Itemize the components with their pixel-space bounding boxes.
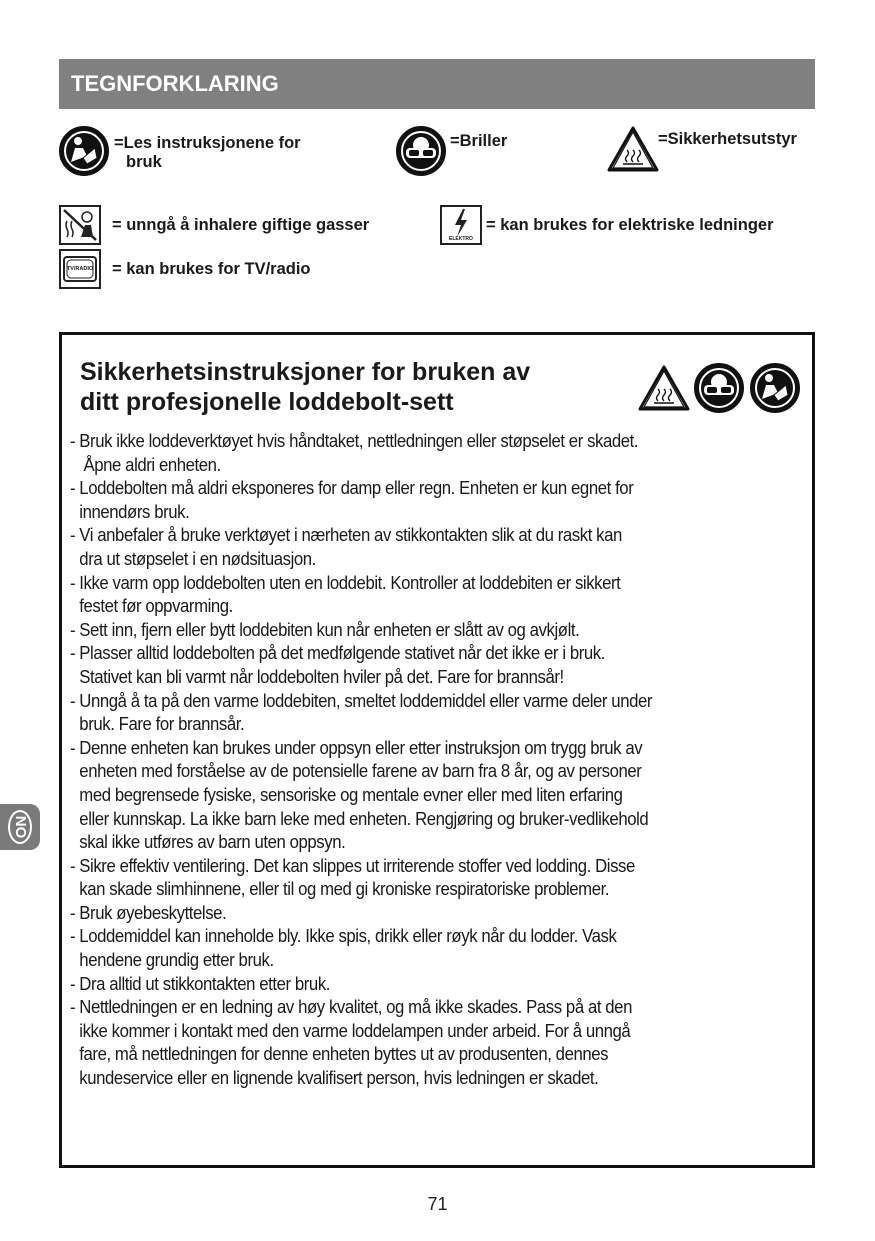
- rule-text: Vi anbefaler å bruke verktøyet i nærheten av stikkontakten slik at du raskt kan: [79, 525, 622, 546]
- rule-dash: -: [70, 997, 76, 1018]
- rule-text: Loddebolten må aldri eksponeres for damp eller regn. Enheten er kun egnet for: [79, 478, 634, 499]
- rule-text: eller kunnskap. La ikke barn leke med enheten. Rengjøring og bruker-vedlikehold: [79, 808, 649, 829]
- safety-rule-line: [70, 548, 814, 572]
- safety-title: [80, 357, 640, 417]
- rule-text: Sett inn, fjern eller bytt loddebiten kun når enheten er slått av og avkjølt.: [79, 619, 580, 640]
- rule-dash: [70, 666, 79, 690]
- safety-rule-line: [70, 878, 814, 902]
- legend-safety-equipment: =Sikkerhetsutstyr: [658, 130, 797, 148]
- safety-rule-line: [70, 902, 814, 926]
- rule-text: Bruk ikke loddeverktøyet hvis håndtaket, nettledningen eller støpselet er skadet.: [79, 431, 639, 451]
- read-instructions-icon: [750, 363, 800, 413]
- language-tab: [0, 804, 40, 850]
- safety-rule-line: [70, 808, 814, 832]
- legend-label: bruk: [126, 153, 162, 171]
- safety-rule-line: [70, 572, 814, 596]
- rule-dash: -: [70, 525, 76, 546]
- tv-radio-icon: [59, 249, 101, 289]
- legend-tv-radio: = kan brukes for TV/radio: [112, 260, 311, 278]
- safety-rule-line: [70, 454, 814, 478]
- rule-text: Plasser alltid loddebolten på det medfølgende stativet når det ikke er i bruk.: [79, 643, 605, 664]
- rule-dash: [70, 949, 79, 973]
- rule-text: Bruk øyebeskyttelse.: [79, 902, 227, 923]
- read-instructions-icon: [59, 126, 109, 176]
- rule-dash: -: [70, 478, 76, 499]
- safety-rule-line: [70, 595, 814, 619]
- hot-surface-warning-icon: [607, 126, 659, 172]
- rule-dash: -: [70, 737, 76, 758]
- rule-text: Denne enheten kan brukes under oppsyn eller etter instruksjon om trygg bruk av: [79, 737, 643, 758]
- rule-text: skal ikke utføres av barn uten oppsyn.: [79, 832, 346, 853]
- rule-dash: [70, 454, 79, 478]
- rule-text: Ikke varm opp loddebolten uten en loddebit. Kontroller at loddebiten er sikkert: [79, 572, 621, 593]
- safety-rule-line: [70, 666, 814, 690]
- rule-dash: [70, 713, 79, 737]
- rule-dash: -: [70, 690, 76, 711]
- safety-rule-line: [70, 713, 814, 737]
- rule-dash: -: [70, 973, 76, 994]
- rule-text: fare, må nettledningen for denne enheten byttes ut av produsenten, dennes: [79, 1044, 609, 1065]
- safety-rule-line: [70, 1067, 814, 1091]
- goggles-icon: [396, 126, 446, 176]
- safety-rule-line: [70, 524, 814, 548]
- legend-no-toxic-gases: = unngå å inhalere giftige gasser: [112, 216, 370, 234]
- safety-rule-line: [70, 996, 814, 1020]
- safety-rule-line: [70, 925, 814, 949]
- rule-dash: [70, 808, 79, 832]
- safety-rule-line: [70, 949, 814, 973]
- rule-dash: -: [70, 431, 76, 451]
- rule-text: Loddemiddel kan inneholde bly. Ikke spis, drikk eller røyk når du lodder. Vask: [79, 926, 617, 947]
- rule-text: Nettledningen er en ledning av høy kvalitet, og må ikke skades. Pass på at den: [79, 997, 632, 1018]
- rule-text: bruk. Fare for brannsår.: [79, 714, 245, 735]
- rule-dash: [70, 760, 79, 784]
- rule-dash: [70, 595, 79, 619]
- tv-radio-icon-text: TV/RADIO: [66, 266, 94, 272]
- rule-text: kundeservice eller en lignende kvalifisert person, hvis ledningen er skadet.: [79, 1068, 599, 1089]
- rule-text: enheten med forståelse av de potensielle farene av barn fra 8 år, og av personer: [79, 761, 642, 782]
- safety-rule-line: [70, 760, 814, 784]
- electric-wires-icon: [440, 205, 482, 245]
- rule-text: Sikre effektiv ventilering. Det kan slippes ut irriterende stoffer ved lodding. Disse: [79, 855, 635, 876]
- rule-text: ikke kommer i kontakt med den varme loddelampen under arbeid. For å unngå: [79, 1020, 631, 1041]
- safety-rule-line: [70, 973, 814, 997]
- rule-text: med begrensede fysiske, sensoriske og mentale evner eller med liten erfaring: [79, 784, 623, 805]
- rule-dash: [70, 1067, 79, 1091]
- safety-rule-line: [70, 737, 814, 761]
- rule-dash: [70, 831, 79, 855]
- hot-surface-warning-icon: [638, 365, 690, 411]
- rule-dash: [70, 878, 79, 902]
- legend-header: TEGNFORKLARING: [59, 59, 815, 109]
- goggles-icon: [694, 363, 744, 413]
- safety-rule-line: [70, 1043, 814, 1067]
- page-number: 71: [427, 1194, 448, 1214]
- rule-dash: -: [70, 572, 76, 593]
- rule-text: Åpne aldri enheten.: [79, 454, 221, 475]
- rule-dash: [70, 784, 79, 808]
- rule-dash: -: [70, 926, 76, 947]
- safety-title-line: ditt profesjonelle loddebolt-sett: [80, 388, 454, 416]
- rule-text: kan skade slimhinnene, eller til og med gi kroniske respiratoriske problemer.: [79, 879, 610, 900]
- no-toxic-gases-icon: [59, 205, 101, 245]
- legend-goggles: =Briller: [450, 132, 508, 150]
- safety-instructions-box: [59, 332, 815, 1168]
- safety-rule-line: [70, 619, 814, 643]
- legend-electric-wires: = kan brukes for elektriske ledninger: [486, 216, 774, 234]
- rule-text: festet før oppvarming.: [79, 596, 233, 617]
- rule-text: Stativet kan bli varmt når loddebolten hviler på det. Fare for brannsår!: [79, 666, 564, 687]
- safety-rule-line: [70, 831, 814, 855]
- rule-dash: [70, 1043, 79, 1067]
- rule-dash: [70, 548, 79, 572]
- rule-dash: -: [70, 643, 76, 664]
- safety-rule-line: [70, 642, 814, 666]
- rule-text: Dra alltid ut stikkontakten etter bruk.: [79, 973, 331, 994]
- rule-text: dra ut støpselet i en nødsituasjon.: [79, 548, 316, 569]
- rule-dash: [70, 501, 79, 525]
- rule-dash: -: [70, 855, 76, 876]
- rule-text: innendørs bruk.: [79, 501, 190, 522]
- safety-rules-list: [70, 430, 814, 1091]
- electric-wires-icon-text: ELEKTRO: [449, 236, 473, 242]
- rule-dash: [70, 1020, 79, 1044]
- legend-read-instructions: [114, 134, 301, 172]
- safety-rule-line: [70, 430, 814, 454]
- safety-rule-line: [70, 690, 814, 714]
- safety-rule-line: [70, 855, 814, 879]
- safety-rule-line: [70, 1020, 814, 1044]
- legend-label: =Les instruksjonene for: [114, 134, 301, 152]
- rule-dash: -: [70, 619, 76, 640]
- rule-dash: -: [70, 902, 76, 923]
- language-tab-label: NO: [8, 810, 32, 844]
- safety-rule-line: [70, 477, 814, 501]
- rule-text: Unngå å ta på den varme loddebiten, smeltet loddemiddel eller varme deler under: [79, 690, 653, 711]
- safety-rule-line: [70, 784, 814, 808]
- safety-title-line: Sikkerhetsinstruksjoner for bruken av: [80, 358, 531, 386]
- rule-text: hendene grundig etter bruk.: [79, 950, 274, 971]
- safety-rule-line: [70, 501, 814, 525]
